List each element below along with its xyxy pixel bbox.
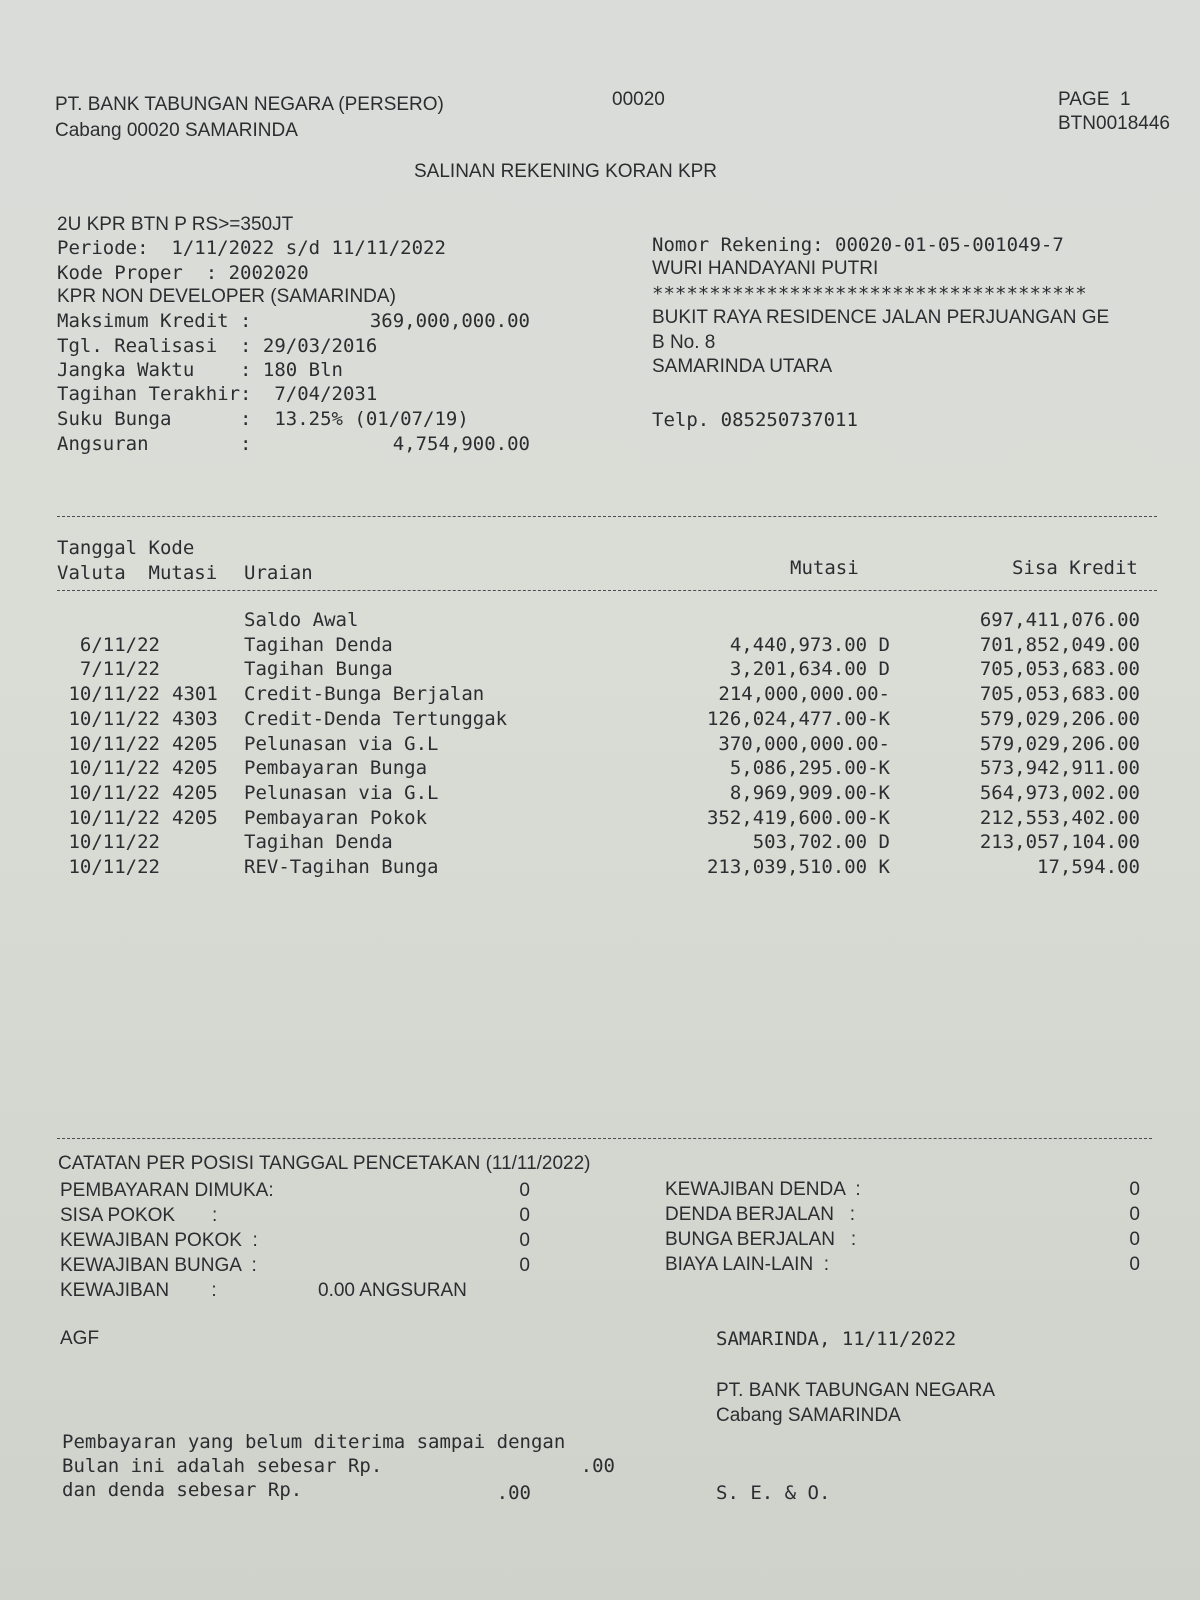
table-row xyxy=(0,806,1200,831)
table-row xyxy=(0,608,1200,633)
customer-phone: Telp. 085250737011 xyxy=(652,409,858,431)
note-value: 0 xyxy=(519,1255,530,1276)
cell-code: 4205 xyxy=(172,806,218,829)
agf-code: AGF xyxy=(60,1328,100,1349)
kewajiban-value: 0.00 ANGSURAN xyxy=(318,1280,467,1301)
cell-mutasi: 8,969,909.00-K xyxy=(729,781,890,804)
cell-sisa-kredit: 17,594.00 xyxy=(1037,856,1140,878)
header-sisa-kredit: Sisa Kredit xyxy=(1012,557,1138,579)
loan-kode-proper: Kode Proper : 2002020 xyxy=(57,262,309,284)
table-row xyxy=(0,633,1200,658)
note-value: 0 xyxy=(1129,1229,1140,1250)
note-value: 0 xyxy=(1129,1179,1140,1200)
cell-mutasi: 126,024,477.00-K xyxy=(706,707,890,730)
table-row xyxy=(0,707,1200,732)
max-credit-value: 369,000,000.00 xyxy=(369,310,530,332)
note-label: BUNGA BERJALAN : xyxy=(665,1229,857,1250)
cell-sisa-kredit: 705,053,683.00 xyxy=(979,658,1140,681)
document-id: BTN0018446 xyxy=(1058,113,1170,134)
cell-date: 10/11/22 xyxy=(68,831,160,854)
installment-label: Angsuran : xyxy=(57,433,252,455)
address-city: SAMARINDA UTARA xyxy=(652,356,833,377)
cell-description: Tagihan Denda xyxy=(244,831,393,854)
page-label: PAGE 1 xyxy=(1058,89,1131,110)
cell-description: Pembayaran Pokok xyxy=(244,806,428,829)
account-number: Nomor Rekening: 00020-01-05-001049-7 xyxy=(652,234,1064,256)
cell-description: Credit-Bunga Berjalan xyxy=(244,683,485,706)
note-label: PEMBAYARAN DIMUKA: xyxy=(60,1180,274,1201)
cell-description: Credit-Denda Tertunggak xyxy=(244,707,508,730)
loan-interest: Suku Bunga : 13.25% (01/07/19) xyxy=(57,408,469,430)
unpaid-line-3: dan denda sebesar Rp. xyxy=(62,1479,303,1501)
unpaid-amount: .00 xyxy=(580,1455,615,1477)
cell-description: Tagihan Denda xyxy=(244,633,393,656)
note-value: 0 xyxy=(1129,1204,1140,1225)
cell-sisa-kredit: 697,411,076.00 xyxy=(979,609,1140,631)
cell-mutasi: 352,419,600.00-K xyxy=(706,806,890,829)
header-tanggal-kode: Tanggal Kode xyxy=(57,537,195,559)
cell-sisa-kredit: 579,029,206.00 xyxy=(979,732,1140,755)
cell-mutasi: 5,086,295.00-K xyxy=(729,757,890,780)
unpaid-line-2: Bulan ini adalah sebesar Rp. xyxy=(62,1455,383,1477)
loan-period: Periode: 1/11/2022 s/d 11/11/2022 xyxy=(57,237,446,259)
installment-value: 4,754,900.00 xyxy=(392,433,530,455)
cell-description: Saldo Awal xyxy=(244,609,359,631)
bank-branch: Cabang 00020 SAMARINDA xyxy=(55,120,298,141)
note-value: 0 xyxy=(519,1205,530,1226)
cell-sisa-kredit: 213,057,104.00 xyxy=(979,831,1140,854)
divider-top xyxy=(57,516,1157,517)
address-line-2: B No. 8 xyxy=(652,332,716,353)
cell-description: REV-Tagihan Bunga xyxy=(244,856,439,878)
branch-code: 00020 xyxy=(612,89,665,110)
header-mutasi: Mutasi xyxy=(790,557,859,579)
cell-date: 6/11/22 xyxy=(79,633,160,656)
cell-date: 10/11/22 xyxy=(68,683,160,706)
penalty-amount: .00 xyxy=(496,1482,531,1504)
cell-mutasi: 213,039,510.00 K xyxy=(706,856,890,878)
address-line-1: BUKIT RAYA RESIDENCE JALAN PERJUANGAN GE xyxy=(652,307,1110,328)
kewajiban-label: KEWAJIBAN : xyxy=(60,1280,217,1301)
table-row xyxy=(0,781,1200,806)
cell-sisa-kredit: 701,852,049.00 xyxy=(979,633,1140,656)
note-label: SISA POKOK : xyxy=(60,1205,218,1226)
note-value: 0 xyxy=(519,1230,530,1251)
cell-sisa-kredit: 212,553,402.00 xyxy=(979,806,1140,829)
note-label: BIAYA LAIN-LAIN : xyxy=(665,1254,830,1275)
note-value: 0 xyxy=(519,1180,530,1201)
cell-mutasi: 214,000,000.00- xyxy=(718,683,890,706)
note-label: KEWAJIBAN BUNGA : xyxy=(60,1255,257,1276)
loan-term: Jangka Waktu : 180 Bln xyxy=(57,359,343,381)
max-credit-label: Maksimum Kredit : xyxy=(57,310,252,332)
table-row xyxy=(0,732,1200,757)
table-row xyxy=(0,756,1200,781)
cell-sisa-kredit: 705,053,683.00 xyxy=(979,683,1140,706)
footer-bank-name: PT. BANK TABUNGAN NEGARA xyxy=(716,1380,996,1401)
cell-date: 10/11/22 xyxy=(68,757,160,780)
table-row xyxy=(0,657,1200,682)
document-title: SALINAN REKENING KORAN KPR xyxy=(414,161,718,182)
place-date: SAMARINDA, 11/11/2022 xyxy=(716,1328,957,1350)
cell-date: 10/11/22 xyxy=(68,732,160,755)
unpaid-line-1: Pembayaran yang belum diterima sampai dengan xyxy=(62,1431,566,1453)
divider-notes xyxy=(57,1138,1152,1139)
cell-sisa-kredit: 564,973,002.00 xyxy=(979,781,1140,804)
loan-product: 2U KPR BTN P RS>=350JT xyxy=(57,214,294,235)
note-label: KEWAJIBAN DENDA : xyxy=(665,1179,861,1200)
header-uraian: Uraian xyxy=(244,562,313,584)
footer-bank-branch: Cabang SAMARINDA xyxy=(716,1405,901,1426)
loan-last-bill: Tagihan Terakhir: 7/04/2031 xyxy=(57,383,378,405)
cell-mutasi: 3,201,634.00 D xyxy=(729,658,890,681)
loan-kpr-type: KPR NON DEVELOPER (SAMARINDA) xyxy=(57,286,396,307)
note-label: DENDA BERJALAN : xyxy=(665,1204,856,1225)
cell-date: 10/11/22 xyxy=(68,856,160,878)
seo-note: S. E. & O. xyxy=(716,1482,831,1504)
cell-sisa-kredit: 579,029,206.00 xyxy=(979,707,1140,730)
cell-code: 4303 xyxy=(172,707,218,730)
cell-date: 7/11/22 xyxy=(79,658,160,681)
cell-mutasi: 503,702.00 D xyxy=(752,831,890,854)
cell-date: 10/11/22 xyxy=(68,781,160,804)
loan-realization: Tgl. Realisasi : 29/03/2016 xyxy=(57,335,378,357)
cell-code: 4205 xyxy=(172,757,218,780)
table-row xyxy=(0,682,1200,707)
cell-code: 4301 xyxy=(172,683,218,706)
notes-heading: CATATAN PER POSISI TANGGAL PENCETAKAN (11/11/2022) xyxy=(58,1153,591,1174)
note-value: 0 xyxy=(1129,1254,1140,1275)
table-row xyxy=(0,855,1200,880)
cell-code: 4205 xyxy=(172,781,218,804)
bank-name: PT. BANK TABUNGAN NEGARA (PERSERO) xyxy=(55,94,444,115)
cell-mutasi: 370,000,000.00- xyxy=(718,732,890,755)
cell-code: 4205 xyxy=(172,732,218,755)
cell-description: Pelunasan via G.L xyxy=(244,732,439,755)
note-label: KEWAJIBAN POKOK : xyxy=(60,1230,258,1251)
cell-date: 10/11/22 xyxy=(68,806,160,829)
masked-line: ************************************** xyxy=(652,283,1087,305)
cell-sisa-kredit: 573,942,911.00 xyxy=(979,757,1140,780)
cell-description: Pelunasan via G.L xyxy=(244,781,439,804)
cell-description: Tagihan Bunga xyxy=(244,658,393,681)
header-valuta-mutasi: Valuta Mutasi xyxy=(57,562,218,584)
customer-name: WURI HANDAYANI PUTRI xyxy=(652,258,879,279)
cell-date: 10/11/22 xyxy=(68,707,160,730)
table-row xyxy=(0,830,1200,855)
cell-mutasi: 4,440,973.00 D xyxy=(729,633,890,656)
cell-description: Pembayaran Bunga xyxy=(244,757,428,780)
divider-header xyxy=(57,590,1157,591)
